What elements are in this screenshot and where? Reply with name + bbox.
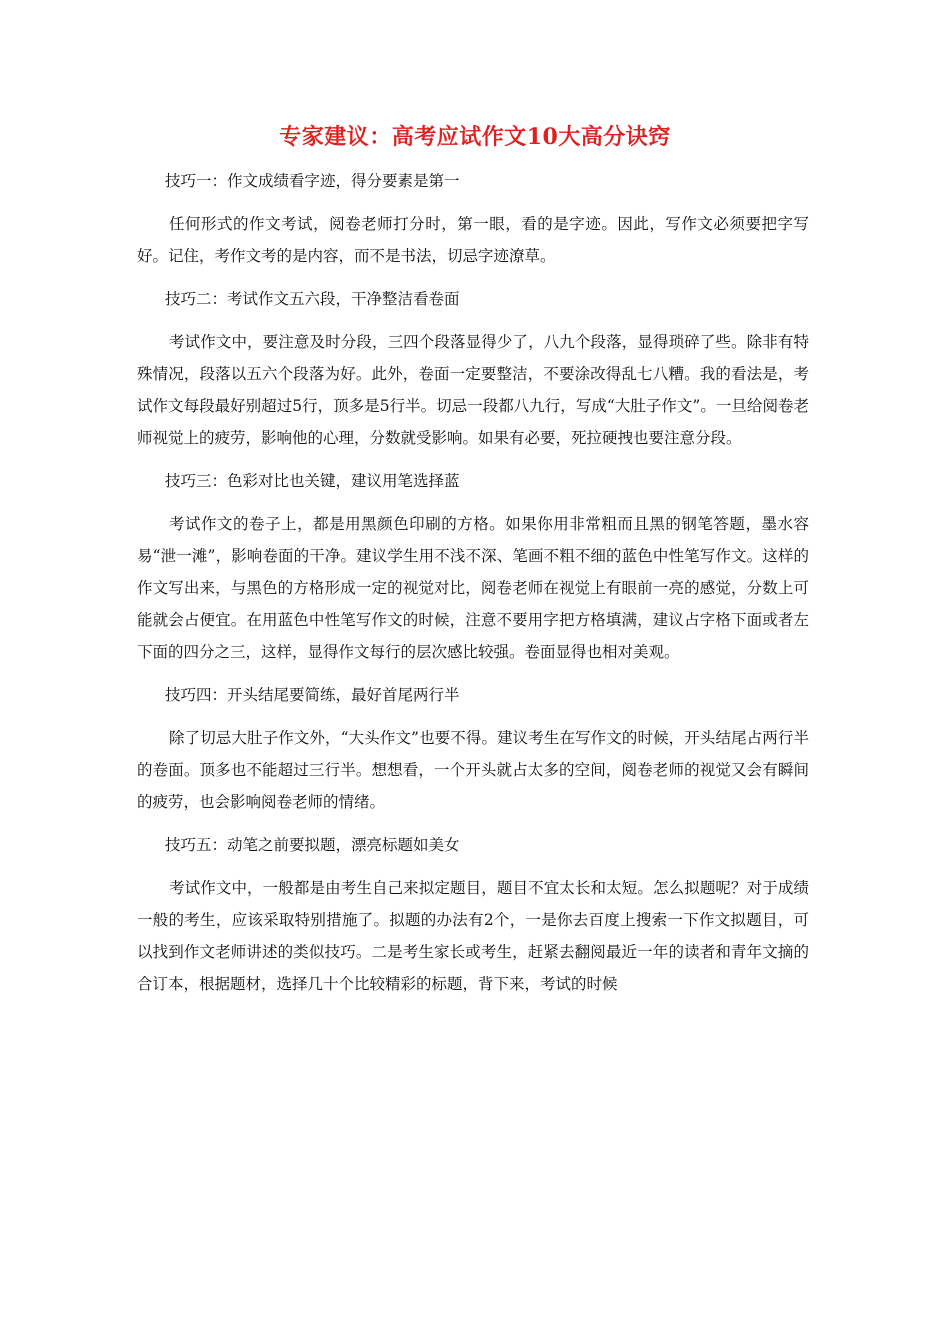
section-paragraph-5: 考试作文中，一般都是由考生自己来拟定题目，题目不宜太长和太短。怎么拟题呢？对于成绩一般的考生，应该采取特别措施了。拟题的办法有2个，一是你去百度上搜索一下作文拟题目，可以找到作文老师讲述的类似技巧。二是考生家长或考生，赶紧去翻阅最近一年的读者和青年文摘的合订本，根据题材，选择几十个比较精彩的标题，背下来，考试的时候	[137, 879, 809, 993]
section-heading-5: 技巧五：动笔之前要拟题，漂亮标题如美女	[165, 836, 460, 854]
section-heading-3: 技巧三：色彩对比也关键，建议用笔选择蓝	[165, 472, 460, 490]
section-paragraph-2: 考试作文中，要注意及时分段，三四个段落显得少了，八九个段落，显得琐碎了些。除非有特殊情况，段落以五六个段落为好。此外，卷面一定要整洁，不要涂改得乱七八糟。我的看法是，考试作文每段最好别超过5行，顶多是5行半。切忌一段都八九行，写成“大肚子作文”。一旦给阅卷老师视觉上的疲劳，影响他的心理，分数就受影响。如果有必要，死拉硬拽也要注意分段。	[137, 333, 809, 447]
section-paragraph-3: 考试作文的卷子上，都是用黑颜色印刷的方格。如果你用非常粗而且黑的钢笔答题，墨水容易“泄一滩”，影响卷面的干净。建议学生用不浅不深、笔画不粗不细的蓝色中性笔写作文。这样的作文写出来，与黑色的方格形成一定的视觉对比，阅卷老师在视觉上有眼前一亮的感觉，分数上可能就会占便宜。在用蓝色中性笔写作文的时候，注意不要用字把方格填满，建议占字格下面或者左下面的四分之三，这样，显得作文每行的层次感比较强。卷面显得也相对美观。	[137, 515, 809, 661]
document-title: 专家建议：高考应试作文10大高分诀窍	[279, 124, 671, 150]
section-heading-2: 技巧二：考试作文五六段，干净整洁看卷面	[165, 290, 460, 308]
section-heading-1: 技巧一：作文成绩看字迹，得分要素是第一	[165, 172, 460, 190]
section-paragraph-1: 任何形式的作文考试，阅卷老师打分时，第一眼，看的是字迹。因此，写作文必须要把字写好。记住，考作文考的是内容，而不是书法，切忌字迹潦草。	[137, 215, 809, 265]
section-paragraph-4: 除了切忌大肚子作文外，“大头作文”也要不得。建议考生在写作文的时候，开头结尾占两行半的卷面。顶多也不能超过三行半。想想看，一个开头就占太多的空间，阅卷老师的视觉又会有瞬间的疲劳，也会影响阅卷老师的情绪。	[137, 729, 809, 811]
section-heading-4: 技巧四：开头结尾要简练，最好首尾两行半	[165, 686, 460, 704]
document-body	[137, 168, 809, 1014]
